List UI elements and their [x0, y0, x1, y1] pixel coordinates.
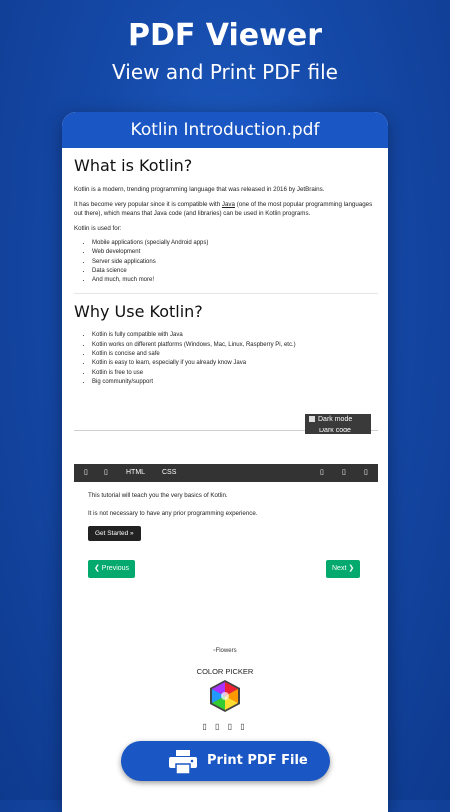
nav-icon[interactable]: ▯	[342, 469, 346, 476]
previous-button[interactable]: ❮ Previous	[88, 560, 135, 578]
divider	[74, 293, 378, 294]
dark-code-toggle[interactable]	[305, 428, 371, 434]
print-button-label: Print PDF File	[207, 753, 308, 768]
section-heading-why-use-kotlin: Why Use Kotlin?	[74, 302, 203, 322]
next-button[interactable]: Next ❯	[326, 560, 360, 578]
nav-css-link[interactable]: CSS	[162, 469, 177, 476]
nav-html-link[interactable]: HTML	[126, 469, 146, 476]
tutorial-navbar	[74, 464, 378, 482]
paragraph: Kotlin is used for:	[74, 225, 122, 232]
list-item: • Server side applications	[92, 258, 378, 267]
intro-text	[88, 492, 378, 528]
paragraph	[74, 200, 378, 218]
uses-list	[74, 239, 378, 285]
pdf-page-content[interactable]	[74, 148, 378, 391]
pdf-filename: Kotlin Introduction.pdf	[130, 120, 320, 140]
print-pdf-button[interactable]	[121, 741, 330, 781]
text-span: (one of the most popular programming languages out there), which means that Java code (and libraries) can be used in Kotlin programs.	[74, 201, 373, 217]
image-alt-text: Flowers	[215, 648, 237, 654]
paragraph: Kotlin is a modern, trending programming language that was released in 2016 by JetBrains.	[74, 186, 325, 193]
reasons-list	[74, 331, 378, 387]
nav-icon[interactable]: ▯	[104, 469, 108, 476]
section-heading-what-is-kotlin: What is Kotlin?	[74, 156, 193, 175]
nav-icon[interactable]: ▯	[320, 469, 324, 476]
get-started-button[interactable]: Get Started »	[88, 526, 141, 541]
nav-icon[interactable]: ▯	[84, 469, 88, 476]
printer-icon	[169, 750, 197, 774]
pdf-title-bar	[62, 112, 388, 148]
checkbox-icon[interactable]	[309, 416, 315, 422]
dark-code-label: Dark code	[319, 428, 351, 434]
hero-title: PDF Viewer	[127, 18, 322, 53]
color-picker-label: COLOR PICKER	[196, 667, 254, 676]
list-item: • Mobile applications (specially Android apps)	[92, 239, 378, 248]
dark-mode-label: Dark mode	[318, 416, 353, 423]
list-item: • Kotlin works on different platforms (Windows, Mac, Linux, Raspberry Pi, etc.)	[92, 341, 378, 350]
list-item: • Kotlin is concise and safe	[92, 350, 378, 359]
paragraph: It is not necessary to have any prior programming experience.	[88, 510, 258, 517]
pdf-viewer-window	[62, 112, 388, 812]
color-picker-hexagon-icon[interactable]	[207, 680, 243, 712]
list-item: • Kotlin is free to use	[92, 369, 378, 378]
text-span: It has become very popular since it is compatible with	[74, 201, 222, 208]
list-item: • Big community/support	[92, 378, 378, 387]
list-item: • Data science	[92, 267, 378, 276]
list-item: • Web development	[92, 248, 378, 257]
broken-image-icon: ▫	[213, 648, 216, 654]
hero-subtitle: View and Print PDF file	[112, 60, 338, 84]
list-item: • Kotlin is easy to learn, especially if you already know Java	[92, 359, 378, 368]
icon-glyphs: ▯ ▯ ▯ ▯	[202, 722, 248, 731]
nav-icon[interactable]: ▯	[364, 469, 368, 476]
java-link[interactable]: Java	[221, 201, 235, 208]
paragraph: This tutorial will teach you the very basics of Kotlin.	[88, 492, 228, 499]
list-item: • Kotlin is fully compatible with Java	[92, 331, 378, 340]
list-item: • And much, much more!	[92, 276, 378, 285]
flowers-image-placeholder	[62, 648, 388, 654]
